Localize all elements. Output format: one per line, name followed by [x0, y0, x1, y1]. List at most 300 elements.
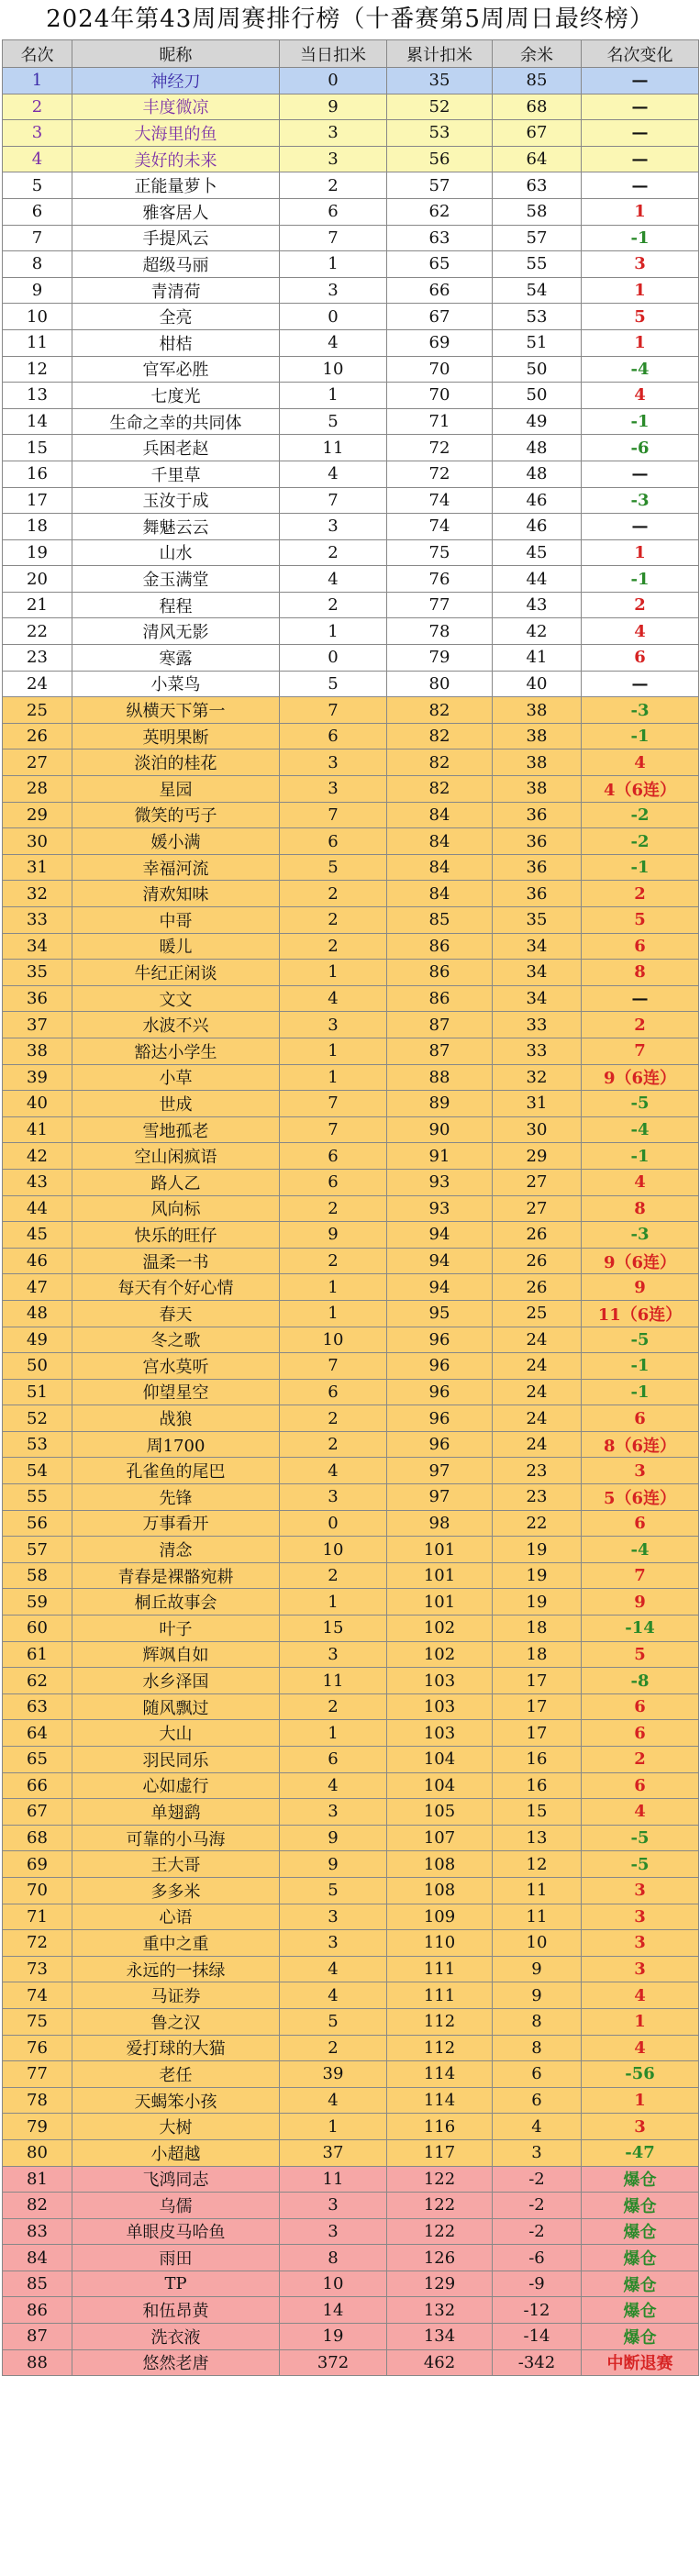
remaining-cell: -2 [493, 2218, 582, 2245]
total-deduct-cell: 85 [387, 907, 493, 934]
table-row [3, 1300, 699, 1327]
daily-deduct-cell: 6 [280, 1747, 387, 1773]
remaining-cell: 38 [493, 749, 582, 776]
rank-change-cell: 爆仓 [582, 2193, 699, 2219]
nickname-cell: TP [72, 2271, 280, 2297]
table-row [3, 881, 699, 907]
table-row [3, 1116, 699, 1143]
daily-deduct-cell: 9 [280, 94, 387, 120]
daily-deduct-cell: 15 [280, 1616, 387, 1642]
total-deduct-cell: 87 [387, 1038, 493, 1064]
nickname-cell: 寒露 [72, 645, 280, 672]
rank-change-cell: -5 [582, 1825, 699, 1851]
nickname-cell: 冬之歌 [72, 1327, 280, 1353]
rank-change-cell: — [582, 461, 699, 487]
rank-change-cell: 5 [582, 1641, 699, 1668]
rank-cell: 79 [3, 2114, 72, 2140]
nickname-cell: 清风无影 [72, 618, 280, 645]
table-row [3, 68, 699, 94]
rank-cell: 11 [3, 329, 72, 356]
nickname-cell: 大树 [72, 2114, 280, 2140]
daily-deduct-cell: 10 [280, 2271, 387, 2297]
rank-change-cell: 4 [582, 618, 699, 645]
nickname-cell: 和伍昂黄 [72, 2297, 280, 2324]
daily-deduct-cell: 3 [280, 1799, 387, 1826]
daily-deduct-cell: 14 [280, 2297, 387, 2324]
nickname-cell: 豁达小学生 [72, 1038, 280, 1064]
daily-deduct-cell: 6 [280, 1143, 387, 1170]
nickname-cell: 羽民同乐 [72, 1747, 280, 1773]
nickname-cell: 仰望星空 [72, 1379, 280, 1405]
table-row [3, 2271, 699, 2297]
remaining-cell: 27 [493, 1195, 582, 1222]
total-deduct-cell: 93 [387, 1195, 493, 1222]
rank-change-cell: 4 [582, 2035, 699, 2061]
nickname-cell: 千里草 [72, 461, 280, 487]
remaining-cell: 3 [493, 2139, 582, 2166]
daily-deduct-cell: 1 [280, 383, 387, 409]
total-deduct-cell: 98 [387, 1510, 493, 1537]
remaining-cell: 45 [493, 539, 582, 566]
table-row [3, 1851, 699, 1878]
daily-deduct-cell: 1 [280, 2114, 387, 2140]
rank-cell: 71 [3, 1904, 72, 1930]
rank-change-cell: 4 [582, 749, 699, 776]
nickname-cell: 永远的一抹绿 [72, 1956, 280, 1982]
remaining-cell: 63 [493, 172, 582, 199]
nickname-cell: 天蝎笨小孩 [72, 2087, 280, 2114]
rank-cell: 6 [3, 198, 72, 225]
total-deduct-cell: 90 [387, 1116, 493, 1143]
nickname-cell: 正能量萝卜 [72, 172, 280, 199]
rank-change-cell: 2 [582, 881, 699, 907]
total-deduct-cell: 67 [387, 304, 493, 330]
remaining-cell: 34 [493, 933, 582, 960]
table-row [3, 1012, 699, 1038]
remaining-cell: 4 [493, 2114, 582, 2140]
header-daily-deduct: 当日扣米 [280, 40, 387, 68]
remaining-cell: 24 [493, 1327, 582, 1353]
daily-deduct-cell: 3 [280, 749, 387, 776]
rank-cell: 59 [3, 1589, 72, 1616]
table-row [3, 933, 699, 960]
remaining-cell: 33 [493, 1012, 582, 1038]
rank-change-cell: 6 [582, 1510, 699, 1537]
rank-change-cell: 1 [582, 198, 699, 225]
rank-change-cell: 8（6连） [582, 1431, 699, 1458]
total-deduct-cell: 101 [387, 1562, 493, 1589]
rank-change-cell: -1 [582, 1379, 699, 1405]
nickname-cell: 兵困老赵 [72, 435, 280, 461]
nickname-cell: 路人乙 [72, 1169, 280, 1195]
rank-cell: 19 [3, 539, 72, 566]
rank-change-cell: 1 [582, 329, 699, 356]
rank-change-cell: 1 [582, 2008, 699, 2035]
total-deduct-cell: 122 [387, 2218, 493, 2245]
nickname-cell: 大山 [72, 1720, 280, 1747]
ranking-table [2, 39, 699, 2376]
remaining-cell: -342 [493, 2349, 582, 2376]
rank-change-cell: -4 [582, 356, 699, 383]
nickname-cell: 心如虚行 [72, 1772, 280, 1799]
table-row [3, 1143, 699, 1170]
rank-change-cell: -1 [582, 1143, 699, 1170]
total-deduct-cell: 103 [387, 1693, 493, 1720]
rank-change-cell: 11（6连） [582, 1300, 699, 1327]
header-row [3, 40, 699, 68]
remaining-cell: 18 [493, 1616, 582, 1642]
rank-cell: 37 [3, 1012, 72, 1038]
rank-cell: 56 [3, 1510, 72, 1537]
daily-deduct-cell: 5 [280, 1877, 387, 1904]
rank-change-cell: — [582, 514, 699, 540]
total-deduct-cell: 71 [387, 408, 493, 435]
total-deduct-cell: 74 [387, 514, 493, 540]
daily-deduct-cell: 2 [280, 592, 387, 618]
rank-cell: 52 [3, 1405, 72, 1432]
rank-cell: 64 [3, 1720, 72, 1747]
total-deduct-cell: 111 [387, 1956, 493, 1982]
remaining-cell: 13 [493, 1825, 582, 1851]
nickname-cell: 小超越 [72, 2139, 280, 2166]
remaining-cell: 17 [493, 1668, 582, 1694]
table-row [3, 1641, 699, 1668]
table-row [3, 854, 699, 881]
rank-change-cell: — [582, 68, 699, 94]
rank-cell: 87 [3, 2324, 72, 2350]
rank-cell: 42 [3, 1143, 72, 1170]
rank-cell: 67 [3, 1799, 72, 1826]
daily-deduct-cell: 2 [280, 1248, 387, 1274]
nickname-cell: 随风飘过 [72, 1693, 280, 1720]
rank-change-cell: — [582, 671, 699, 697]
rank-cell: 70 [3, 1877, 72, 1904]
remaining-cell: 24 [493, 1431, 582, 1458]
remaining-cell: 16 [493, 1772, 582, 1799]
nickname-cell: 英明果断 [72, 723, 280, 749]
nickname-cell: 舞魅云云 [72, 514, 280, 540]
total-deduct-cell: 109 [387, 1904, 493, 1930]
rank-cell: 22 [3, 618, 72, 645]
daily-deduct-cell: 7 [280, 697, 387, 724]
remaining-cell: 24 [493, 1379, 582, 1405]
table-row [3, 1904, 699, 1930]
nickname-cell: 大海里的鱼 [72, 120, 280, 147]
total-deduct-cell: 86 [387, 933, 493, 960]
nickname-cell: 生命之幸的共同体 [72, 408, 280, 435]
table-row [3, 960, 699, 986]
table-row [3, 1510, 699, 1537]
table-row [3, 1825, 699, 1851]
remaining-cell: 6 [493, 2087, 582, 2114]
daily-deduct-cell: 37 [280, 2139, 387, 2166]
remaining-cell: 34 [493, 985, 582, 1012]
table-row [3, 120, 699, 147]
rank-cell: 2 [3, 94, 72, 120]
rank-change-cell: -1 [582, 1353, 699, 1380]
nickname-cell: 温柔一书 [72, 1248, 280, 1274]
nickname-cell: 七度光 [72, 383, 280, 409]
rank-change-cell: -1 [582, 723, 699, 749]
rank-cell: 50 [3, 1353, 72, 1380]
remaining-cell: 34 [493, 960, 582, 986]
total-deduct-cell: 96 [387, 1379, 493, 1405]
total-deduct-cell: 52 [387, 94, 493, 120]
daily-deduct-cell: 2 [280, 1693, 387, 1720]
rank-cell: 48 [3, 1300, 72, 1327]
nickname-cell: 官军必胜 [72, 356, 280, 383]
rank-cell: 54 [3, 1458, 72, 1484]
table-row [3, 1799, 699, 1826]
rank-cell: 27 [3, 749, 72, 776]
total-deduct-cell: 74 [387, 487, 493, 514]
total-deduct-cell: 101 [387, 1537, 493, 1563]
nickname-cell: 爱打球的大猫 [72, 2035, 280, 2061]
rank-change-cell: 3 [582, 1904, 699, 1930]
nickname-cell: 雪地孤老 [72, 1116, 280, 1143]
total-deduct-cell: 63 [387, 225, 493, 251]
rank-change-cell: 7 [582, 1038, 699, 1064]
nickname-cell: 万事看开 [72, 1510, 280, 1537]
nickname-cell: 山水 [72, 539, 280, 566]
daily-deduct-cell: 5 [280, 671, 387, 697]
daily-deduct-cell: 5 [280, 854, 387, 881]
table-row [3, 146, 699, 172]
remaining-cell: 55 [493, 251, 582, 278]
remaining-cell: -6 [493, 2245, 582, 2271]
table-row [3, 225, 699, 251]
rank-change-cell: -6 [582, 435, 699, 461]
table-row [3, 2061, 699, 2088]
nickname-cell: 飞鸿同志 [72, 2166, 280, 2193]
rank-cell: 63 [3, 1693, 72, 1720]
remaining-cell: 68 [493, 94, 582, 120]
table-row [3, 2114, 699, 2140]
remaining-cell: 36 [493, 881, 582, 907]
remaining-cell: -14 [493, 2324, 582, 2350]
rank-cell: 73 [3, 1956, 72, 1982]
table-row [3, 1405, 699, 1432]
nickname-cell: 雅客居人 [72, 198, 280, 225]
total-deduct-cell: 108 [387, 1877, 493, 1904]
daily-deduct-cell: 7 [280, 487, 387, 514]
rank-cell: 40 [3, 1091, 72, 1117]
rank-cell: 23 [3, 645, 72, 672]
daily-deduct-cell: 2 [280, 907, 387, 934]
remaining-cell: 49 [493, 408, 582, 435]
rank-change-cell: -3 [582, 487, 699, 514]
rank-cell: 81 [3, 2166, 72, 2193]
nickname-cell: 全亮 [72, 304, 280, 330]
remaining-cell: 15 [493, 1799, 582, 1826]
rank-cell: 53 [3, 1431, 72, 1458]
total-deduct-cell: 84 [387, 881, 493, 907]
rank-cell: 61 [3, 1641, 72, 1668]
total-deduct-cell: 84 [387, 802, 493, 828]
nickname-cell: 辉飒自如 [72, 1641, 280, 1668]
total-deduct-cell: 97 [387, 1458, 493, 1484]
rank-cell: 9 [3, 277, 72, 304]
daily-deduct-cell: 4 [280, 566, 387, 593]
total-deduct-cell: 75 [387, 539, 493, 566]
nickname-cell: 清欢知味 [72, 881, 280, 907]
remaining-cell: 42 [493, 618, 582, 645]
remaining-cell: 58 [493, 198, 582, 225]
remaining-cell: 10 [493, 1930, 582, 1957]
remaining-cell: 17 [493, 1720, 582, 1747]
remaining-cell: 46 [493, 487, 582, 514]
rank-cell: 83 [3, 2218, 72, 2245]
remaining-cell: 27 [493, 1169, 582, 1195]
remaining-cell: 24 [493, 1405, 582, 1432]
rank-change-cell: 9 [582, 1274, 699, 1301]
remaining-cell: 50 [493, 383, 582, 409]
table-row [3, 2218, 699, 2245]
daily-deduct-cell: 1 [280, 1038, 387, 1064]
rank-cell: 44 [3, 1195, 72, 1222]
table-row [3, 2193, 699, 2219]
rank-change-cell: 6 [582, 1772, 699, 1799]
total-deduct-cell: 86 [387, 985, 493, 1012]
remaining-cell: 11 [493, 1904, 582, 1930]
total-deduct-cell: 66 [387, 277, 493, 304]
total-deduct-cell: 129 [387, 2271, 493, 2297]
nickname-cell: 美好的未来 [72, 146, 280, 172]
table-row [3, 723, 699, 749]
rank-cell: 4 [3, 146, 72, 172]
total-deduct-cell: 112 [387, 2035, 493, 2061]
rank-change-cell: 2 [582, 592, 699, 618]
table-row [3, 1484, 699, 1511]
nickname-cell: 洗衣液 [72, 2324, 280, 2350]
header-rank-change: 名次变化 [582, 40, 699, 68]
total-deduct-cell: 76 [387, 566, 493, 593]
header-nickname: 昵称 [72, 40, 280, 68]
nickname-cell: 金玉满堂 [72, 566, 280, 593]
daily-deduct-cell: 1 [280, 1589, 387, 1616]
remaining-cell: 46 [493, 514, 582, 540]
total-deduct-cell: 462 [387, 2349, 493, 2376]
remaining-cell: 22 [493, 1510, 582, 1537]
total-deduct-cell: 103 [387, 1668, 493, 1694]
remaining-cell: 40 [493, 671, 582, 697]
remaining-cell: 38 [493, 697, 582, 724]
total-deduct-cell: 96 [387, 1431, 493, 1458]
total-deduct-cell: 93 [387, 1169, 493, 1195]
table-row [3, 1431, 699, 1458]
daily-deduct-cell: 1 [280, 1064, 387, 1091]
total-deduct-cell: 84 [387, 854, 493, 881]
remaining-cell: 9 [493, 1982, 582, 2009]
nickname-cell: 宫水莫听 [72, 1353, 280, 1380]
daily-deduct-cell: 2 [280, 1562, 387, 1589]
remaining-cell: 6 [493, 2061, 582, 2088]
rank-cell: 36 [3, 985, 72, 1012]
total-deduct-cell: 94 [387, 1274, 493, 1301]
remaining-cell: 18 [493, 1641, 582, 1668]
daily-deduct-cell: 2 [280, 881, 387, 907]
rank-change-cell: 1 [582, 539, 699, 566]
daily-deduct-cell: 1 [280, 1274, 387, 1301]
total-deduct-cell: 122 [387, 2193, 493, 2219]
total-deduct-cell: 111 [387, 1982, 493, 2009]
table-row [3, 251, 699, 278]
daily-deduct-cell: 0 [280, 304, 387, 330]
total-deduct-cell: 96 [387, 1405, 493, 1432]
daily-deduct-cell: 2 [280, 1405, 387, 1432]
table-row [3, 2324, 699, 2350]
daily-deduct-cell: 2 [280, 539, 387, 566]
rank-change-cell: 爆仓 [582, 2218, 699, 2245]
remaining-cell: 26 [493, 1248, 582, 1274]
daily-deduct-cell: 11 [280, 2166, 387, 2193]
nickname-cell: 桐丘故事会 [72, 1589, 280, 1616]
daily-deduct-cell: 7 [280, 1353, 387, 1380]
remaining-cell: -2 [493, 2166, 582, 2193]
daily-deduct-cell: 11 [280, 435, 387, 461]
nickname-cell: 可靠的小马海 [72, 1825, 280, 1851]
rank-cell: 10 [3, 304, 72, 330]
remaining-cell: 16 [493, 1747, 582, 1773]
total-deduct-cell: 87 [387, 1012, 493, 1038]
rank-change-cell: -3 [582, 697, 699, 724]
rank-cell: 16 [3, 461, 72, 487]
rank-change-cell: 1 [582, 277, 699, 304]
rank-change-cell: 6 [582, 1693, 699, 1720]
total-deduct-cell: 117 [387, 2139, 493, 2166]
remaining-cell: -12 [493, 2297, 582, 2324]
daily-deduct-cell: 6 [280, 828, 387, 855]
table-row [3, 383, 699, 409]
rank-change-cell: 3 [582, 1930, 699, 1957]
rank-change-cell: 9 [582, 1589, 699, 1616]
remaining-cell: 33 [493, 1038, 582, 1064]
nickname-cell: 青春是裸骼宛耕 [72, 1562, 280, 1589]
total-deduct-cell: 56 [387, 146, 493, 172]
total-deduct-cell: 107 [387, 1825, 493, 1851]
nickname-cell: 文文 [72, 985, 280, 1012]
rank-change-cell: 2 [582, 1012, 699, 1038]
total-deduct-cell: 57 [387, 172, 493, 199]
total-deduct-cell: 97 [387, 1484, 493, 1511]
total-deduct-cell: 114 [387, 2087, 493, 2114]
rank-cell: 58 [3, 1562, 72, 1589]
remaining-cell: 35 [493, 907, 582, 934]
table-row [3, 1537, 699, 1563]
table-row [3, 1772, 699, 1799]
nickname-cell: 青清荷 [72, 277, 280, 304]
total-deduct-cell: 108 [387, 1851, 493, 1878]
nickname-cell: 战狼 [72, 1405, 280, 1432]
daily-deduct-cell: 7 [280, 225, 387, 251]
total-deduct-cell: 72 [387, 435, 493, 461]
table-row [3, 2008, 699, 2035]
rank-cell: 80 [3, 2139, 72, 2166]
rank-change-cell: — [582, 94, 699, 120]
remaining-cell: 29 [493, 1143, 582, 1170]
table-row [3, 1668, 699, 1694]
remaining-cell: 32 [493, 1064, 582, 1091]
rank-cell: 30 [3, 828, 72, 855]
rank-cell: 38 [3, 1038, 72, 1064]
rank-cell: 68 [3, 1825, 72, 1851]
total-deduct-cell: 65 [387, 251, 493, 278]
daily-deduct-cell: 6 [280, 723, 387, 749]
total-deduct-cell: 82 [387, 723, 493, 749]
total-deduct-cell: 104 [387, 1747, 493, 1773]
total-deduct-cell: 78 [387, 618, 493, 645]
remaining-cell: 44 [493, 566, 582, 593]
